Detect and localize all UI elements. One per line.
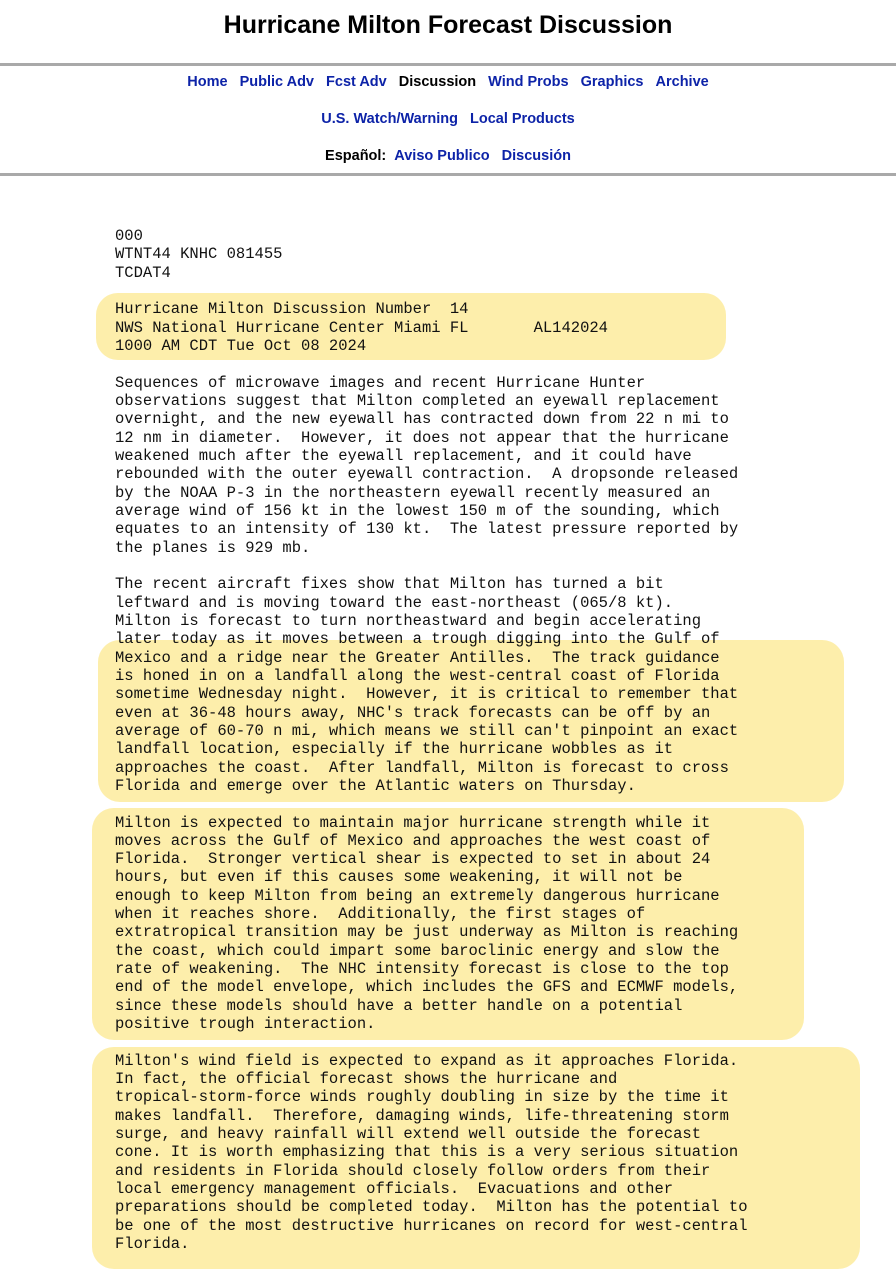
paragraph-line: equates to an intensity of 130 kt. The latest pressure reported by [115, 520, 739, 539]
nav-fcst-adv-link[interactable]: Fcst Adv [326, 74, 387, 90]
paragraph-line: even at 36-48 hours away, NHC's track forecasts can be off by an [115, 703, 711, 722]
paragraph-line: The recent aircraft fixes show that Milton has turned a bit [115, 575, 664, 594]
product-header-line: WTNT44 KNHC 081455 [115, 245, 283, 264]
bottom-divider [0, 173, 896, 176]
paragraph-line: overnight, and the new eyewall has contracted down from 22 n mi to [115, 410, 729, 429]
paragraph-line: end of the model envelope, which includes the GFS and ECMWF models, [115, 978, 739, 997]
paragraph-line: observations suggest that Milton completed an eyewall replacement [115, 391, 720, 410]
paragraph-line: is honed in on a landfall along the west-central coast of Florida [115, 666, 720, 685]
paragraph-line: rate of weakening. The NHC intensity forecast is close to the top [115, 960, 729, 979]
paragraph-line: leftward and is moving toward the east-northeast (065/8 kt). [115, 593, 674, 612]
nav-watch-warning-link[interactable]: U.S. Watch/Warning [321, 111, 458, 127]
paragraph-line: positive trough interaction. [115, 1015, 376, 1034]
nav-public-adv-link[interactable]: Public Adv [239, 74, 314, 90]
top-divider [0, 63, 896, 66]
paragraph-line: and residents in Florida should closely follow orders from their [115, 1161, 711, 1180]
paragraph-line: Milton is expected to maintain major hurricane strength while it [115, 813, 711, 832]
paragraph-line: weakened much after the eyewall replacement, and it could have [115, 446, 692, 465]
nav-local-products-link[interactable]: Local Products [469, 111, 575, 127]
spanish-label: Español: [325, 148, 387, 164]
paragraph-line: surge, and heavy rainfall will extend well outside the forecast [115, 1125, 701, 1144]
paragraph-line: later today as it moves between a trough digging into the Gulf of [115, 630, 720, 649]
paragraph-line: 12 nm in diameter. However, it does not appear that the hurricane [115, 428, 729, 447]
paragraph-line: Florida and emerge over the Atlantic waters on Thursday. [115, 776, 636, 795]
nav-archive-link[interactable]: Archive [655, 74, 709, 90]
discussion-title-line: NWS National Hurricane Center Miami FL AL142024 [115, 318, 608, 337]
paragraph-line: when it reaches shore. Additionally, the first stages of [115, 905, 646, 924]
nav-discusion-link[interactable]: Discusión [501, 148, 571, 164]
paragraph-line: cone. It is worth emphasizing that this is a very serious situation [115, 1143, 739, 1162]
secondary-nav [0, 109, 896, 129]
page-title: Hurricane Milton Forecast Discussion [223, 11, 673, 39]
paragraph-line: average wind of 156 kt in the lowest 150 m of the sounding, which [115, 501, 720, 520]
paragraph-line: hours, but even if this causes some weakening, it will not be [115, 868, 683, 887]
paragraph-line: by the NOAA P-3 in the northeastern eyewall recently measured an [115, 483, 711, 502]
paragraph-line: Florida. Stronger vertical shear is expected to set in about 24 [115, 850, 711, 869]
paragraph-line: moves across the Gulf of Mexico and approaches the west coast of [115, 831, 711, 850]
spanish-nav [0, 146, 896, 166]
paragraph-line: makes landfall. Therefore, damaging winds, life-threatening storm [115, 1106, 729, 1125]
nav-graphics-link[interactable]: Graphics [580, 74, 644, 90]
paragraph-line: rebounded with the outer eyewall contraction. A dropsonde released [115, 465, 739, 484]
product-header-line: TCDAT4 [115, 263, 171, 282]
discussion-title-line: 1000 AM CDT Tue Oct 08 2024 [115, 336, 367, 355]
nav-wind-probs-link[interactable]: Wind Probs [488, 74, 569, 90]
paragraph-line: since these models should have a better handle on a potential [115, 996, 683, 1015]
paragraph-line: the coast, which could impart some baroclinic energy and slow the [115, 941, 720, 960]
forecast-discussion-text [115, 227, 885, 1253]
paragraph-line: Mexico and a ridge near the Greater Antilles. The track guidance [115, 648, 720, 667]
paragraph-line: enough to keep Milton from being an extremely dangerous hurricane [115, 886, 720, 905]
paragraph-line: sometime Wednesday night. However, it is critical to remember that [115, 685, 739, 704]
paragraph-line: be one of the most destructive hurricanes on record for west-central [115, 1216, 748, 1235]
paragraph-line: Sequences of microwave images and recent Hurricane Hunter [115, 373, 646, 392]
paragraph-line: average of 60-70 n mi, which means we still can't pinpoint an exact [115, 721, 739, 740]
paragraph-line: local emergency management officials. Evacuations and other [115, 1180, 674, 1199]
paragraph-line: approaches the coast. After landfall, Milton is forecast to cross [115, 758, 729, 777]
paragraph-line: Milton's wind field is expected to expand as it approaches Florida. [115, 1051, 739, 1070]
paragraph-line: extratropical transition may be just underway as Milton is reaching [115, 923, 739, 942]
paragraph-line: In fact, the official forecast shows the hurricane and [115, 1070, 618, 1089]
paragraph-line: Milton is forecast to turn northeastward and begin accelerating [115, 611, 701, 630]
product-header-line: 000 [115, 227, 143, 245]
discussion-title-line: Hurricane Milton Discussion Number 14 [115, 300, 469, 319]
paragraph-line: Florida. [115, 1235, 190, 1254]
paragraph-line: landfall location, especially if the hurricane wobbles as it [115, 740, 674, 759]
nav-home-link[interactable]: Home [187, 74, 228, 90]
primary-nav [0, 72, 896, 92]
paragraph-line: preparations should be completed today. Milton has the potential to [115, 1198, 748, 1217]
paragraph-line: the planes is 929 mb. [115, 538, 311, 557]
nav-aviso-publico-link[interactable]: Aviso Publico [394, 148, 490, 164]
paragraph-line: tropical-storm-force winds roughly doubling in size by the time it [115, 1088, 729, 1107]
nav-discussion-current: Discussion [398, 74, 477, 90]
